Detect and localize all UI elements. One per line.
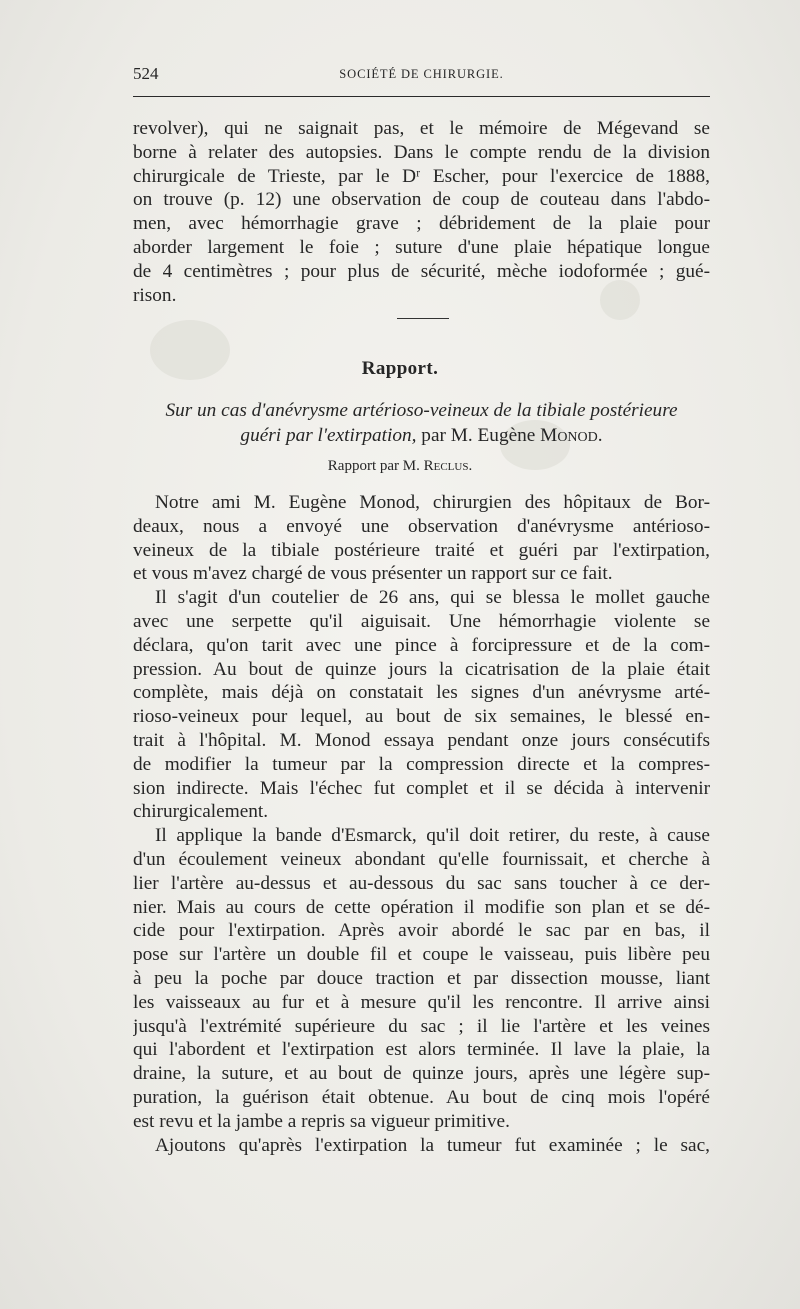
running-title: SOCIÉTÉ DE CHIRURGIE. (339, 67, 504, 81)
text-line: qui l'abordent et l'extirpation est alors terminée. Il lave la plaie, la (133, 1039, 710, 1061)
reporter-prefix: Rapport par M. (327, 458, 424, 474)
header-rule (133, 96, 710, 97)
text-line: et vous m'avez chargé de vous présenter un rapport sur ce fait. (133, 563, 613, 585)
reporter-name: Reclus. (423, 458, 473, 474)
text-line: revolver), qui ne saignait pas, et le mémoire de Mégevand se (133, 118, 710, 139)
text-line: Il s'agit d'un coutelier de 26 ans, qui se blessa le mollet gauche (155, 587, 710, 609)
text-line: draine, la suture, et au bout de quinze jours, après une légère sup- (133, 1063, 710, 1085)
text-line: puration, la guérison était obtenue. Au bout de cinq mois l'opéré (133, 1086, 710, 1108)
text-line: jusqu'à l'extrémité supérieure du sac ; il lie l'artère et les veines (133, 1015, 710, 1037)
text-line: deaux, nous a envoyé une observation d'anévrysme antérioso- (133, 515, 710, 537)
text-line: pression. Au bout de quinze jours la cicatrisation de la plaie était (133, 658, 710, 680)
text-line: de 4 centimètres ; pour plus de sécurité, mèche iodoformée ; gué- (133, 260, 710, 282)
text-line: Notre ami M. Eugène Monod, chirurgien des hôpitaux de Bor- (155, 492, 710, 513)
text-line: veineux de la tibiale postérieure traité et guéri par l'extirpation, (133, 539, 710, 561)
case-title-line-2 (133, 423, 710, 448)
text-line: pose sur l'artère un double fil et coupe le vaisseau, puis libère peu (133, 944, 710, 966)
text-line: men, avec hémorrhagie grave ; débridement de la plaie pour (133, 213, 710, 235)
text-line: de modifier la tumeur par la compression directe et la compres- (133, 753, 710, 775)
text-line: rioso-veineux pour lequel, au bout de six semaines, le blessé en- (133, 706, 710, 728)
page-header (133, 64, 710, 90)
text-line: Il applique la bande d'Esmarck, qu'il doit retirer, du reste, à cause (155, 825, 710, 847)
text-line: trait à l'hôpital. M. Monod essaya pendant onze jours consécutifs (133, 729, 710, 751)
text-line: sion indirecte. Mais l'échec fut complet et il se décida à intervenir (133, 777, 710, 799)
text-line: borne à relater des autopsies. Dans le compte rendu de la division (133, 141, 710, 163)
paragraph (133, 824, 710, 1133)
top-paragraph (133, 117, 710, 307)
text-line: lier l'artère au-dessus et au-dessous du sac sans toucher à ce der- (133, 872, 710, 894)
text-line: déclara, qu'on tarit avec une pince à forcipressure et de la com- (133, 634, 710, 656)
text-line: chirurgicale de Trieste, par le Dʳ Escher, pour l'exercice de 1888, (133, 165, 710, 187)
text-line: aborder largement le foie ; suture d'une plaie hépatique longue (133, 236, 710, 258)
page-number: 524 (133, 64, 159, 83)
case-title-line-1 (133, 398, 710, 423)
paragraph (133, 117, 710, 307)
case-title-par: par M. Eugène (421, 425, 541, 446)
paragraph (133, 586, 710, 824)
case-title (133, 398, 710, 448)
text-line: les vaisseaux au fur et à mesure qu'il les rencontre. Il arrive ainsi (133, 991, 710, 1013)
text-line: d'un écoulement veineux abondant qu'elle fournissait, et cherche à (133, 848, 710, 870)
paragraph (133, 1134, 710, 1158)
text-line: cide pour l'extirpation. Après avoir abordé le sac par en bas, il (133, 920, 710, 942)
text-line: complète, mais déjà on constatait les signes d'un anévrysme arté- (133, 682, 710, 704)
paragraph (133, 491, 710, 586)
rapport-heading: Rapport. (361, 358, 439, 379)
text-line: Ajoutons qu'après l'extirpation la tumeur fut examinée ; le sac, (155, 1134, 710, 1156)
text-line: nier. Mais au cours de cette opération il modifie son plan et se dé- (133, 896, 710, 918)
text-line: est revu et la jambe a repris sa vigueur primitive. (133, 1110, 510, 1132)
text-line: avec une serpette qu'il aiguisait. Une hémorrhagie violente se (133, 610, 710, 632)
reporter-line (0, 458, 800, 475)
report-body (133, 491, 710, 1157)
section-separator (397, 318, 449, 319)
text-line: on trouve (p. 12) une observation de coup de couteau dans l'abdo- (133, 189, 710, 211)
case-title-author: Monod. (540, 425, 603, 446)
text-line: à peu la poche par douce traction et par dissection mousse, liant (133, 967, 710, 989)
case-title-italic-2: guéri par l'extirpation, (240, 425, 417, 446)
case-title-italic-1: Sur un cas d'anévrysme artérioso-veineux de la tibiale postérieure (165, 400, 678, 421)
text-line: chirurgicalement. (133, 801, 269, 823)
text-line: rison. (133, 284, 177, 306)
